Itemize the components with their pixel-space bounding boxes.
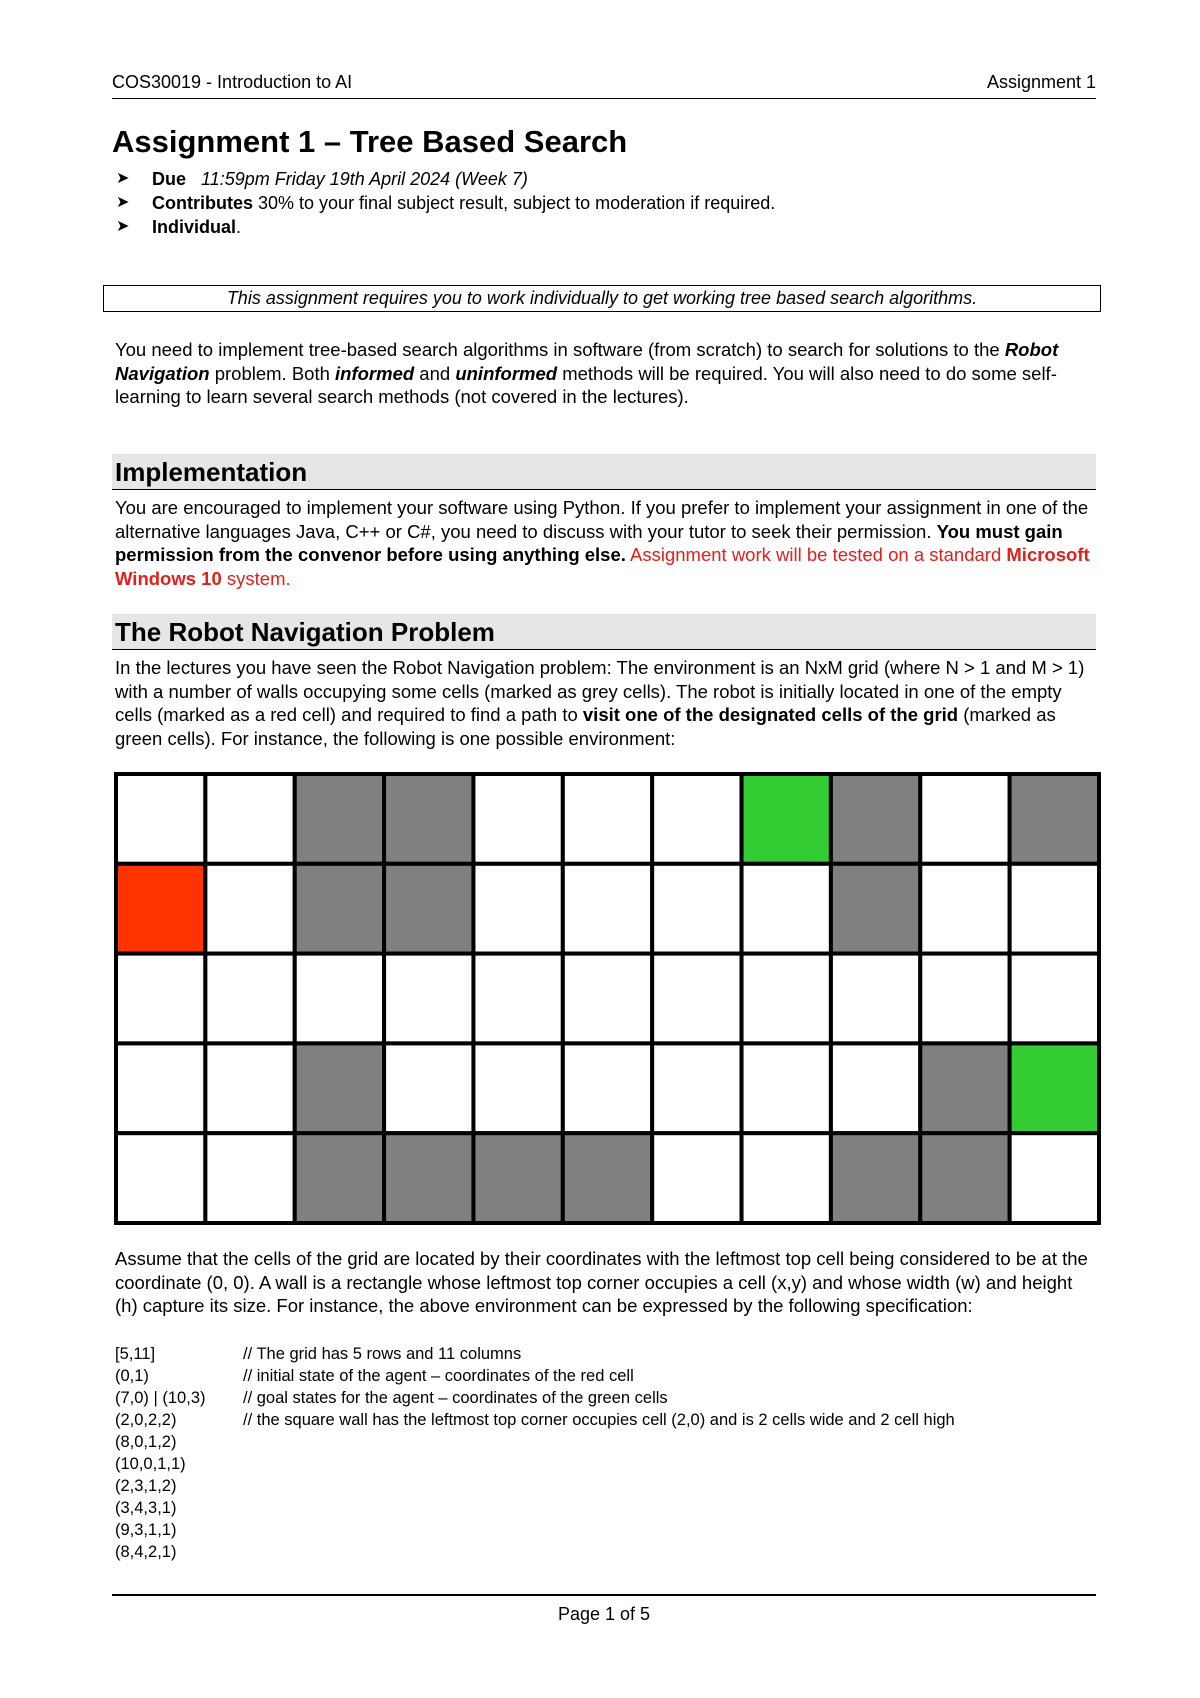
intro-text-3: and [414, 362, 456, 384]
spec-line [115, 1343, 955, 1365]
grid-cell-empty [831, 954, 920, 1044]
grid-specification [115, 1343, 955, 1563]
grid-cell-empty [116, 954, 205, 1044]
grid-cell-empty [563, 954, 652, 1044]
intro-uninformed: uninformed [455, 362, 558, 384]
grid-cell-wall [1010, 774, 1099, 864]
robot-goal-emphasis: visit one of the designated cells of the grid [582, 704, 959, 725]
implementation-paragraph [115, 496, 1100, 590]
grid-cell-wall [295, 774, 384, 864]
intro-informed: informed [335, 362, 415, 384]
grid-cell-empty [116, 774, 205, 864]
spec-comment: // the square wall has the leftmost top corner occupies cell (2,0) and is 2 cells wide and 2 cell high [243, 1411, 955, 1429]
grid-cell-wall [563, 1133, 652, 1223]
grid-cell-empty [563, 864, 652, 954]
robot-grid [114, 772, 1101, 1225]
grid-cell-wall [831, 774, 920, 864]
spec-comment: // initial state of the agent – coordinates of the red cell [243, 1367, 634, 1385]
intro-text-4: methods will be required. You will also need to do some self-learning to learn several search methods (not covered in the lectures). [115, 362, 1057, 407]
grid-cell-empty [384, 1043, 473, 1133]
spec-line [115, 1365, 955, 1387]
grid-cell-empty [563, 1043, 652, 1133]
intro-text-1: You need to implement tree-based search algorithms in software (from scratch) to search for solutions to the [115, 339, 1005, 360]
grid-cell-empty [384, 954, 473, 1044]
course-name: COS30019 - Introduction to AI [112, 72, 353, 92]
grid-cell-empty [920, 954, 1009, 1044]
grid-cell-start [116, 864, 205, 954]
meta-due [116, 167, 775, 191]
grid-cell-empty [295, 954, 384, 1044]
grid-cell-empty [473, 774, 562, 864]
spec-line [115, 1387, 955, 1409]
spec-code: (7,0) | (10,3) [115, 1389, 206, 1407]
implementation-testing-tail: system. [221, 567, 291, 589]
grid-cell-empty [205, 954, 294, 1044]
due-value: 11:59pm Friday 19th April 2024 (Week 7) [201, 169, 528, 189]
intro-text-2: problem. Both [209, 362, 336, 384]
grid-cell-empty [205, 774, 294, 864]
grid-cell-empty [1010, 954, 1099, 1044]
robot-navigation-paragraph [115, 656, 1100, 750]
spec-comment: // The grid has 5 rows and 11 columns [243, 1345, 522, 1363]
individual-label: Individual [152, 217, 237, 237]
spec-code: (2,3,1,2) [115, 1477, 177, 1495]
implementation-os: Microsoft Windows 10 [115, 544, 1090, 589]
implementation-heading: Implementation [112, 454, 1096, 490]
grid-cell-empty [205, 864, 294, 954]
grid-cell-wall [295, 1043, 384, 1133]
intro-problem-name: Robot Navigation [115, 339, 1059, 384]
grid-cell-empty [116, 1043, 205, 1133]
grid-cell-empty [652, 864, 741, 954]
spec-code: (10,0,1,1) [115, 1455, 186, 1473]
grid-cell-empty [652, 1133, 741, 1223]
due-label: Due [152, 169, 187, 189]
grid-cell-wall [473, 1133, 562, 1223]
grid-cell-empty [205, 1043, 294, 1133]
spec-line [115, 1497, 955, 1519]
meta-contributes [116, 191, 775, 215]
spec-code: (2,0,2,2) [115, 1411, 177, 1429]
grid-cell-empty [205, 1133, 294, 1223]
grid-cell-empty [831, 1043, 920, 1133]
spec-line [115, 1541, 955, 1563]
grid-cell-wall [295, 1133, 384, 1223]
grid-cell-empty [473, 864, 562, 954]
spec-line [115, 1453, 955, 1475]
contributes-label: Contributes [152, 193, 253, 213]
grid-cell-wall [831, 1133, 920, 1223]
grid-cell-empty [563, 774, 652, 864]
intro-paragraph [115, 338, 1100, 409]
robot-text-1: In the lectures you have seen the Robot Navigation problem: The environment is an NxM grid (where N > 1 and M > 1) with a number of walls occupying some cells (marked as grey cells). The robot is initially located in one of the empty cells (marked as a red cell) and required to find a path to [115, 657, 1085, 725]
robot-navigation-heading: The Robot Navigation Problem [112, 614, 1096, 650]
grid-cell-empty [1010, 1133, 1099, 1223]
implementation-text: You are encouraged to implement your software using Python. If you prefer to implement your assignment in one of the alternative languages Java, C++ or C#, you need to discuss with your tutor to seek their permission. [115, 497, 1089, 542]
individual-tail: . [236, 217, 242, 237]
spec-line [115, 1519, 955, 1541]
grid-cell-wall [920, 1133, 1009, 1223]
grid-cell-empty [652, 1043, 741, 1133]
spec-code: (8,0,1,2) [115, 1433, 177, 1451]
arrow-bullet-icon: ➤ [116, 218, 130, 235]
grid-cell-empty [116, 1133, 205, 1223]
page-header [112, 70, 1096, 99]
grid-cell-wall [384, 1133, 473, 1223]
grid-cell-goal [1010, 1043, 1099, 1133]
grid-cell-wall [831, 864, 920, 954]
grid-cell-empty [920, 864, 1009, 954]
grid-cell-goal [742, 774, 831, 864]
grid-cell-wall [384, 774, 473, 864]
spec-line [115, 1431, 955, 1453]
grid-cell-empty [1010, 864, 1099, 954]
robot-text-2: (marked as green cells). For instance, the following is one possible environment: [115, 704, 1056, 749]
grid-cell-wall [295, 864, 384, 954]
grid-cell-empty [742, 1133, 831, 1223]
spec-code: (0,1) [115, 1367, 149, 1385]
individual-work-callout: This assignment requires you to work individually to get working tree based search algorithms. [103, 285, 1101, 312]
spec-code: (8,4,2,1) [115, 1543, 177, 1561]
grid-cell-empty [742, 864, 831, 954]
contributes-value: 30% to your final subject result, subject to moderation if required. [253, 193, 776, 213]
grid-cell-empty [652, 774, 741, 864]
coordinates-paragraph: Assume that the cells of the grid are located by their coordinates with the leftmost top cell being considered to be at the coordinate (0, 0). A wall is a rectangle whose leftmost top corner occupies a cell (x,y) and whose width (w) and height (h) capture its size. For instance, the above environment can be expressed by the following specification: [115, 1248, 1088, 1316]
grid-cell-empty [652, 954, 741, 1044]
spec-code: (9,3,1,1) [115, 1521, 177, 1539]
spec-code: [5,11] [115, 1345, 156, 1363]
grid-cell-empty [742, 1043, 831, 1133]
grid-cell-empty [920, 774, 1009, 864]
arrow-bullet-icon: ➤ [116, 194, 130, 211]
grid-cell-wall [384, 864, 473, 954]
page-footer: Page 1 of 5 [112, 1594, 1096, 1625]
implementation-permission-note: You must gain permission from the convenor before using anything else. [115, 520, 1063, 565]
grid-cell-empty [473, 954, 562, 1044]
page-title: Assignment 1 – Tree Based Search [112, 124, 628, 159]
grid-cell-wall [920, 1043, 1009, 1133]
meta-individual [116, 215, 775, 239]
grid-cell-empty [742, 954, 831, 1044]
implementation-testing-note: Assignment work will be tested on a standard [625, 544, 1007, 565]
assignment-meta-list [116, 167, 775, 239]
spec-code: (3,4,3,1) [115, 1499, 177, 1517]
spec-line [115, 1475, 955, 1497]
grid-cell-empty [473, 1043, 562, 1133]
spec-line [115, 1409, 955, 1431]
spec-comment: // goal states for the agent – coordinates of the green cells [243, 1389, 668, 1407]
document-name: Assignment 1 [986, 72, 1096, 92]
arrow-bullet-icon: ➤ [116, 170, 130, 187]
